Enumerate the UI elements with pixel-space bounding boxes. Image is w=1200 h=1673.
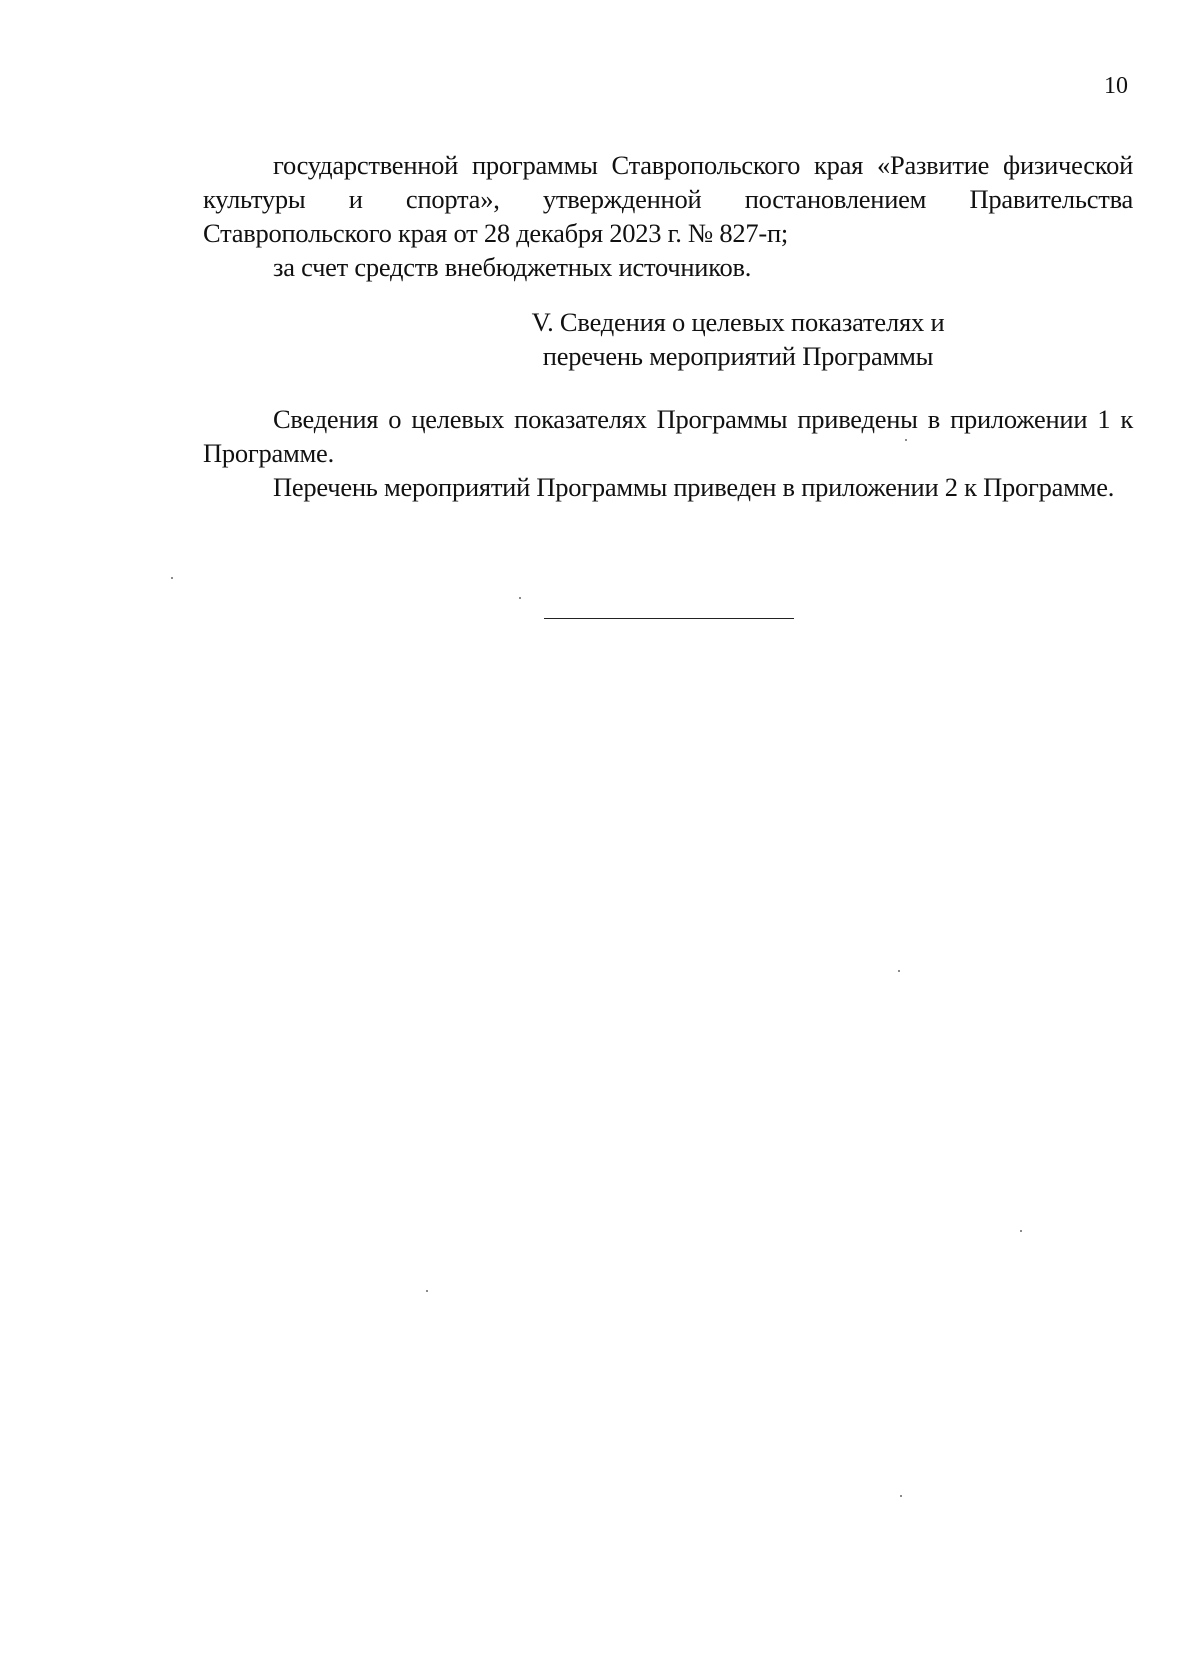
paragraph-program-reference: государственной программы Ставропольского края «Развитие физической культуры и спорта», утвержденной постановлением Правительства Ставропольского края от 28 декабря 2023 г. № 827-п;: [203, 150, 1133, 248]
section-heading: [203, 305, 1133, 373]
scan-speck: [519, 597, 521, 599]
paragraph-target-indicators: Сведения о целевых показателях Программы приведены в приложении 1 к Программе.: [203, 404, 1133, 468]
section-heading-line-1: V. Сведения о целевых показателях и: [531, 307, 945, 337]
page-number: 10: [1104, 73, 1128, 99]
paragraph-activities-list: Перечень мероприятий Программы приведен в приложении 2 к Программе.: [273, 472, 1115, 502]
scan-speck: [426, 1290, 428, 1292]
body-text-bottom: [203, 402, 1133, 504]
scan-speck: [900, 1495, 902, 1497]
paragraph-extrabudgetary-sources: за счет средств внебюджетных источников.: [273, 252, 752, 282]
scan-speck: [171, 577, 173, 579]
scan-speck: [905, 439, 907, 441]
closing-divider-line: [544, 618, 794, 619]
section-heading-line-2: перечень мероприятий Программы: [542, 341, 934, 371]
scan-speck: [898, 970, 900, 972]
scan-speck: [1020, 1230, 1022, 1232]
body-text-top: [203, 148, 1133, 284]
